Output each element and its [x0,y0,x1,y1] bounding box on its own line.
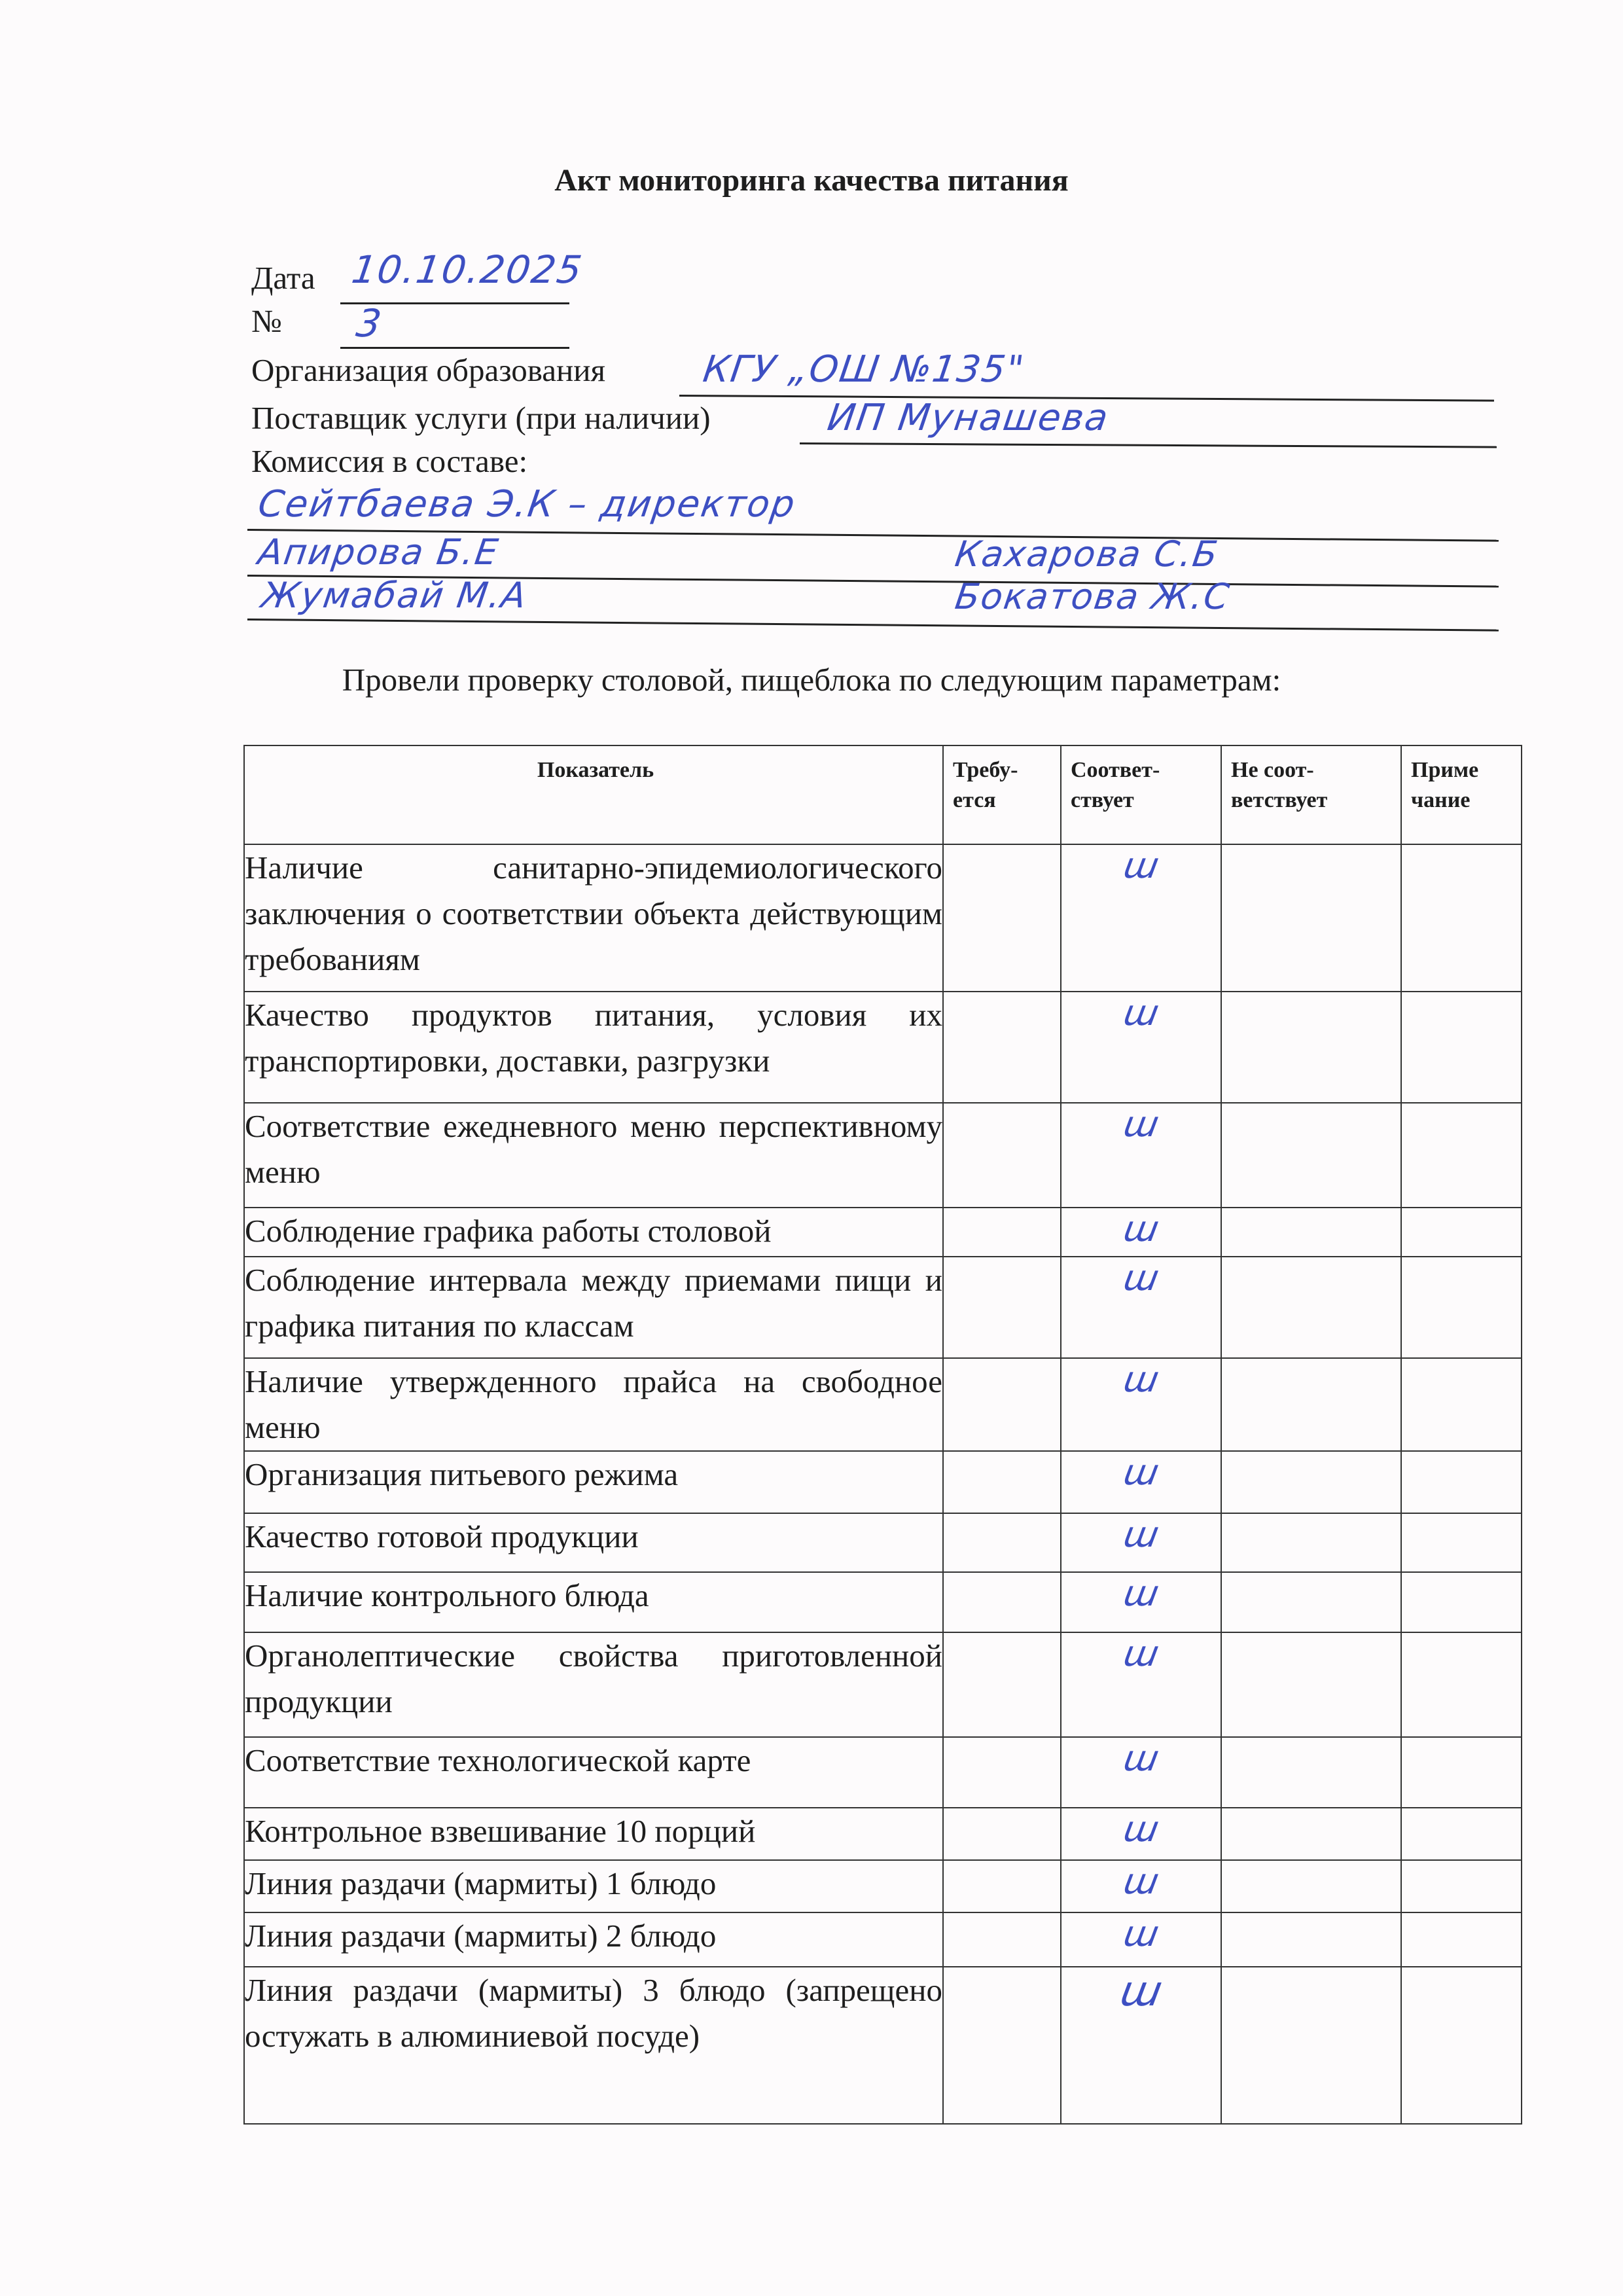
cell-required[interactable] [943,1103,1061,1208]
cell-note[interactable] [1401,1860,1522,1912]
check-mark-icon: ɯ [1120,1359,1162,1400]
cell-not-complies[interactable] [1221,1572,1401,1632]
cell-complies[interactable] [1061,1912,1221,1967]
table-row [244,844,1522,992]
cell-required[interactable] [943,1737,1061,1808]
check-mark-icon: ɯ [1120,1808,1162,1850]
check-mark-icon: ɯ [1120,1861,1162,1902]
check-mark-icon: ɯ [1120,992,1162,1033]
table-row [244,1451,1522,1513]
document-title: Акт мониторинга качества питания [554,163,1069,198]
cell-required[interactable] [943,1632,1061,1737]
cell-note[interactable] [1401,1967,1522,2124]
cell-required[interactable] [943,1967,1061,2124]
check-mark-icon: ɯ [1120,1738,1162,1779]
cell-required[interactable] [943,1912,1061,1967]
cell-note[interactable] [1401,1358,1522,1451]
commission-member-4[interactable]: Жумабай М.А [259,575,530,616]
table-row [244,1572,1522,1632]
cell-not-complies[interactable] [1221,1358,1401,1451]
organization-label: Организация образования [251,352,605,388]
header-not-complies-line2: ветствует [1231,788,1328,812]
table-row [244,1208,1522,1257]
row-indicator: Соблюдение интервала между приемами пищи и графика питания по классам [244,1257,943,1358]
header-required-line2: ется [953,788,996,812]
number-field[interactable]: 3 [353,301,385,346]
cell-not-complies[interactable] [1221,1912,1401,1967]
cell-required[interactable] [943,1572,1061,1632]
cell-not-complies[interactable] [1221,1860,1401,1912]
cell-complies[interactable] [1061,992,1221,1103]
header-complies-line1: Соответ- [1071,758,1160,782]
cell-note[interactable] [1401,1912,1522,1967]
table-row [244,1632,1522,1737]
row-indicator: Линия раздачи (мармиты) 1 блюдо [244,1860,943,1912]
number-underline [340,347,569,349]
table-row [244,1103,1522,1208]
cell-not-complies[interactable] [1221,1808,1401,1860]
row-indicator: Организация питьевого режима [244,1451,943,1513]
header-indicator-label: Показатель [537,758,654,782]
header-note-line2: чание [1411,788,1471,812]
header-required [943,745,1061,844]
commission-member-1[interactable]: Сейтбаева Э.К – директор [255,483,799,526]
row-indicator: Наличие контрольного блюда [244,1572,943,1632]
commission-line-3 [247,619,1499,632]
table-row [244,1257,1522,1358]
cell-complies[interactable] [1061,1451,1221,1513]
table-row [244,1860,1522,1912]
cell-complies[interactable] [1061,1737,1221,1808]
cell-required[interactable] [943,1513,1061,1572]
check-mark-icon: ɯ [1120,1208,1162,1249]
cell-complies[interactable] [1061,1257,1221,1358]
header-required-line1: Требу- [953,758,1018,782]
cell-complies[interactable] [1061,1358,1221,1451]
cell-note[interactable] [1401,1737,1522,1808]
cell-not-complies[interactable] [1221,1257,1401,1358]
cell-note[interactable] [1401,992,1522,1103]
number-label: № [251,303,282,339]
table-row [244,1358,1522,1451]
table-row [244,992,1522,1103]
header-note [1401,745,1522,844]
row-indicator: Соблюдение графика работы столовой [244,1208,943,1257]
check-mark-icon: ɯ [1120,1913,1162,1954]
cell-not-complies[interactable] [1221,992,1401,1103]
cell-complies[interactable] [1061,1208,1221,1257]
cell-complies[interactable] [1061,1967,1221,2124]
cell-not-complies[interactable] [1221,844,1401,992]
check-mark-icon: ɯ [1120,1633,1162,1674]
row-indicator: Соответствие ежедневного меню перспективному меню [244,1103,943,1208]
check-mark-icon: ɯ [1120,1452,1162,1493]
cell-not-complies[interactable] [1221,1967,1401,2124]
cell-not-complies[interactable] [1221,1451,1401,1513]
table-row [244,1737,1522,1808]
cell-required[interactable] [943,1860,1061,1912]
check-mark-icon: ɯ [1116,1967,1166,2016]
cell-note[interactable] [1401,1808,1522,1860]
row-indicator: Соответствие технологической карте [244,1737,943,1808]
cell-required[interactable] [943,844,1061,992]
monitoring-table [243,745,1522,2125]
cell-required[interactable] [943,1208,1061,1257]
check-mark-icon: ɯ [1120,845,1162,886]
row-indicator: Качество продуктов питания, условия их транспортировки, доставки, разгрузки [244,992,943,1103]
cell-not-complies[interactable] [1221,1513,1401,1572]
table-header-row [244,745,1522,844]
cell-not-complies[interactable] [1221,1737,1401,1808]
cell-note[interactable] [1401,1451,1522,1513]
date-label: Дата [251,260,315,296]
check-mark-icon: ɯ [1120,1103,1162,1145]
row-indicator: Наличие утвержденного прайса на свободное меню [244,1358,943,1451]
intro-text: Провели проверку столовой, пищеблока по следующим параметрам: [342,662,1281,698]
table-row [244,1513,1522,1572]
cell-required[interactable] [943,1451,1061,1513]
row-indicator: Органолептические свойства приготовленной продукции [244,1632,943,1737]
header-not-complies-line1: Не соот- [1231,758,1314,782]
commission-member-5[interactable]: Бокатова Ж.С [952,576,1233,617]
row-indicator: Линия раздачи (мармиты) 3 блюдо (запрещено остужать в алюминиевой посуде) [244,1967,943,2124]
cell-note[interactable] [1401,1513,1522,1572]
cell-note[interactable] [1401,1632,1522,1737]
table-row [244,1967,1522,2124]
cell-required[interactable] [943,1808,1061,1860]
cell-complies[interactable] [1061,1860,1221,1912]
cell-not-complies[interactable] [1221,1208,1401,1257]
commission-label: Комиссия в составе: [251,443,528,479]
cell-complies[interactable] [1061,1632,1221,1737]
cell-note[interactable] [1401,1257,1522,1358]
row-indicator: Контрольное взвешивание 10 порций [244,1808,943,1860]
commission-member-2[interactable]: Апирова Б.Е [255,531,502,573]
cell-required[interactable] [943,1358,1061,1451]
cell-required[interactable] [943,1257,1061,1358]
table-row [244,1808,1522,1860]
date-field[interactable]: 10.10.2025 [349,247,586,292]
cell-complies[interactable] [1061,1513,1221,1572]
organization-field[interactable]: КГУ „ОШ №135" [700,348,1028,391]
cell-note[interactable] [1401,1103,1522,1208]
row-indicator: Наличие санитарно-эпидемиологического заключения о соответствии объекта действующим требованиям [244,844,943,992]
header-complies [1061,745,1221,844]
header-complies-line2: ствует [1071,788,1134,812]
cell-note[interactable] [1401,844,1522,992]
row-indicator: Линия раздачи (мармиты) 2 блюдо [244,1912,943,1967]
commission-member-3[interactable]: Кахарова С.Б [952,533,1222,575]
cell-not-complies[interactable] [1221,1632,1401,1737]
header-note-line1: Приме [1411,758,1479,782]
supplier-field[interactable]: ИП Мунашева [825,397,1112,439]
check-mark-icon: ɯ [1120,1573,1162,1614]
supplier-label: Поставщик услуги (при наличии) [251,400,711,436]
check-mark-icon: ɯ [1120,1257,1162,1299]
cell-note[interactable] [1401,1572,1522,1632]
cell-complies[interactable] [1061,1808,1221,1860]
check-mark-icon: ɯ [1120,1514,1162,1555]
header-not-complies [1221,745,1401,844]
cell-complies[interactable] [1061,1572,1221,1632]
header-indicator [244,745,943,844]
cell-complies[interactable] [1061,844,1221,992]
cell-note[interactable] [1401,1208,1522,1257]
cell-complies[interactable] [1061,1103,1221,1208]
supplier-underline [800,442,1497,448]
table-row [244,1912,1522,1967]
cell-required[interactable] [943,992,1061,1103]
cell-not-complies[interactable] [1221,1103,1401,1208]
row-indicator: Качество готовой продукции [244,1513,943,1572]
